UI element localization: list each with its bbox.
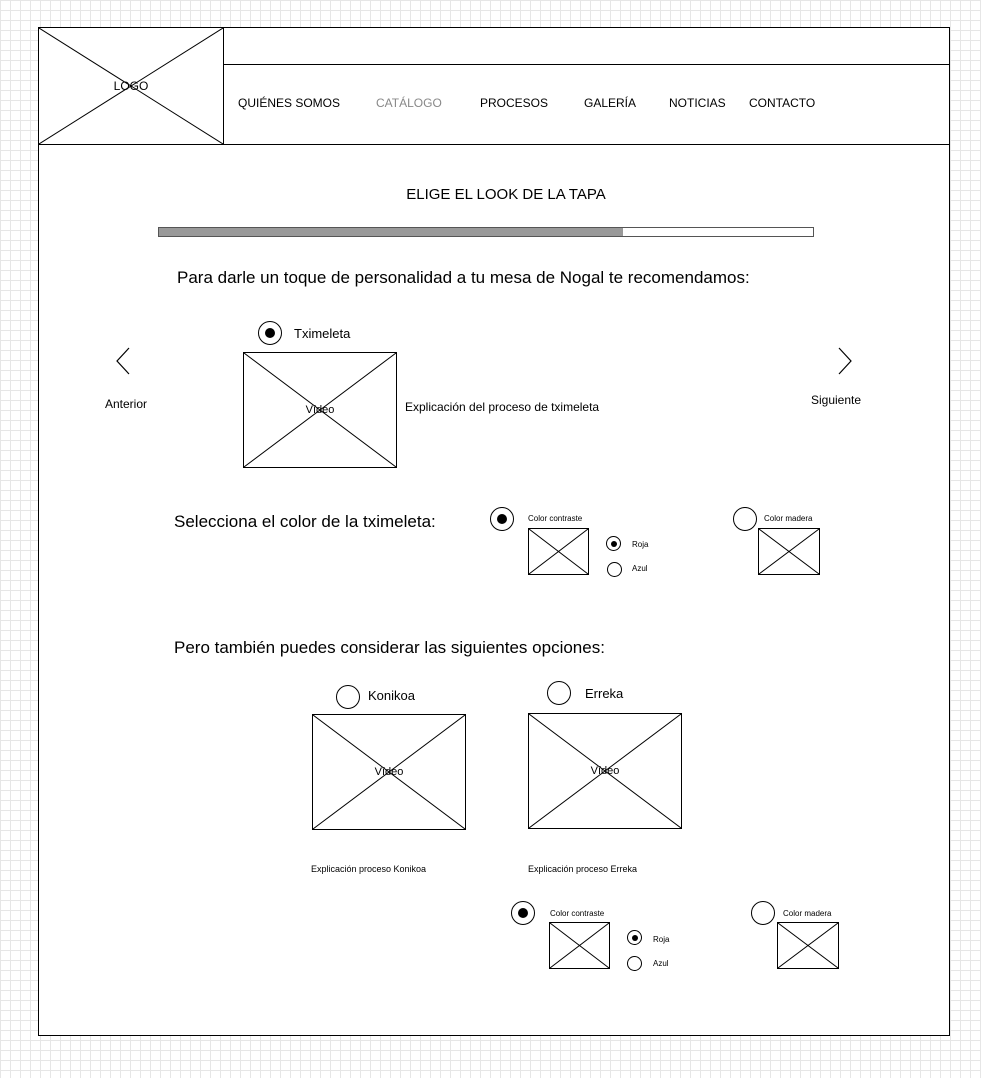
nav-galeria[interactable]: GALERÍA [584, 96, 637, 110]
logo-text: LOGO [113, 79, 149, 93]
color-wood-swatch [758, 528, 820, 575]
erreka-video[interactable] [528, 713, 682, 829]
prev-label[interactable]: Anterior [105, 397, 148, 411]
tximeleta-radio[interactable] [258, 321, 282, 345]
progress-bar [158, 227, 814, 237]
video-label: Vídeo [374, 766, 404, 778]
erreka-description: Explicación proceso Erreka [528, 864, 638, 874]
alt-color-contrast-label: Color contraste [550, 909, 605, 918]
alt-color-blue-radio[interactable] [627, 956, 642, 971]
alt-color-contrast-swatch [549, 922, 610, 969]
intro-text: Para darle un toque de personalidad a tu mesa de Nogal te recomendamos: [177, 268, 750, 287]
alt-color-contrast-radio[interactable] [511, 901, 535, 925]
color-prompt: Selecciona el color de la tximeleta: [174, 512, 436, 531]
konikoa-label: Konikoa [368, 688, 415, 703]
color-wood-label: Color madera [764, 514, 813, 523]
nav-procesos[interactable]: PROCESOS [480, 96, 549, 110]
nav-quienes-somos[interactable]: QUIÉNES SOMOS [238, 96, 341, 110]
konikoa-video[interactable] [312, 714, 466, 830]
image-placeholder-icon [529, 529, 588, 574]
alt-color-red-label: Roja [653, 935, 670, 944]
progress-fill [159, 228, 623, 236]
erreka-label: Erreka [585, 686, 624, 701]
tximeleta-description: Explicación del proceso de tximeleta [405, 400, 600, 414]
alt-color-blue-label: Azul [653, 959, 669, 968]
alternatives-heading: Pero también puedes considerar las siguientes opciones: [174, 638, 605, 657]
image-placeholder-icon [550, 923, 609, 968]
header-bottom-rule [38, 144, 950, 145]
chevron-left-icon[interactable] [114, 346, 134, 376]
tximeleta-label: Tximeleta [294, 326, 351, 341]
nav-contacto[interactable]: CONTACTO [749, 96, 816, 110]
alt-color-red-radio[interactable] [627, 930, 642, 945]
logo[interactable] [38, 27, 224, 145]
video-label: Vídeo [590, 765, 620, 777]
tximeleta-video[interactable] [243, 352, 397, 468]
color-contrast-swatch [528, 528, 589, 575]
alt-color-wood-swatch [777, 922, 839, 969]
color-blue-radio[interactable] [607, 562, 622, 577]
color-blue-label: Azul [632, 564, 648, 573]
header-top-bar [224, 27, 950, 65]
konikoa-radio[interactable] [336, 685, 360, 709]
color-red-radio[interactable] [606, 536, 621, 551]
nav-catalogo[interactable]: CATÁLOGO [376, 96, 442, 110]
erreka-radio[interactable] [547, 681, 571, 705]
video-label: Vídeo [305, 404, 335, 416]
nav-noticias[interactable]: NOTICIAS [669, 96, 726, 110]
alt-color-wood-label: Color madera [783, 909, 832, 918]
alt-color-wood-radio[interactable] [751, 901, 775, 925]
konikoa-description: Explicación proceso Konikoa [311, 864, 427, 874]
color-wood-radio[interactable] [733, 507, 757, 531]
page-title: ELIGE EL LOOK DE LA TAPA [406, 186, 606, 203]
image-placeholder-icon [759, 529, 819, 574]
color-contrast-radio[interactable] [490, 507, 514, 531]
image-placeholder-icon [778, 923, 838, 968]
color-red-label: Roja [632, 540, 649, 549]
color-contrast-label: Color contraste [528, 514, 583, 523]
next-label[interactable]: Siguiente [811, 393, 862, 407]
chevron-right-icon[interactable] [835, 346, 855, 376]
